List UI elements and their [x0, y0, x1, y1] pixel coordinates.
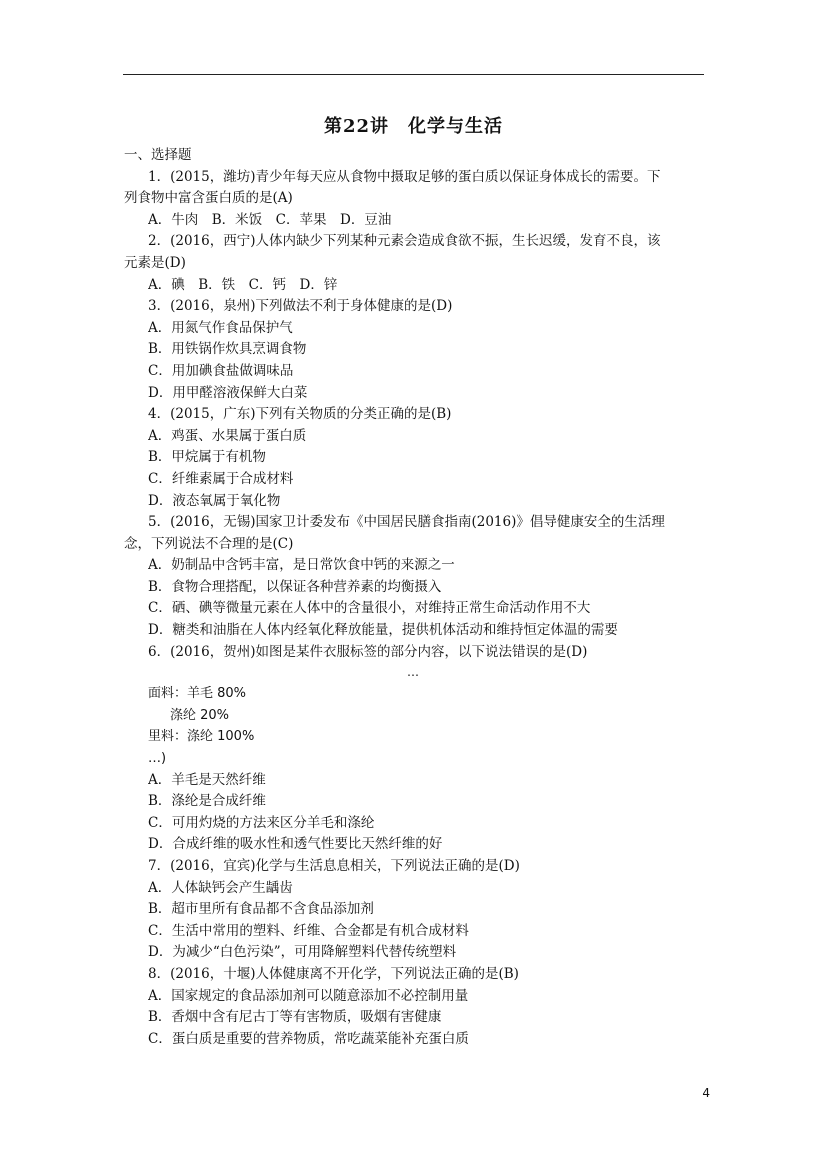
question-6-stem: 6．(2016，贺州)如图是某件衣服标签的部分内容，以下说法错误的是(D) [148, 643, 588, 660]
question-5-stem-cont: 念，下列说法不合理的是(C) [124, 535, 294, 552]
page-number: 4 [702, 1086, 710, 1100]
question-5-option-b: B．食物合理搭配，以保证各种营养素的均衡摄入 [148, 578, 442, 595]
question-5-option-c: C．硒、碘等微量元素在人体中的含量很小，对维持正常生命活动作用不大 [148, 600, 591, 617]
garment-label-lining: 里料：涤纶 100% [148, 729, 255, 745]
question-8-option-a: A．国家规定的食品添加剂可以随意添加不必控制用量 [148, 987, 469, 1004]
question-3-stem: 3．(2016，泉州)下列做法不利于身体健康的是(D) [148, 298, 453, 315]
garment-label-outer: 面料：羊毛 80% [148, 686, 247, 702]
garment-label-end: …) [148, 751, 167, 767]
question-5-option-d: D．糖类和油脂在人体内经氧化释放能量，提供机体活动和维持恒定体温的需要 [148, 622, 618, 639]
question-4-stem: 4．(2015，广东)下列有关物质的分类正确的是(B) [148, 406, 452, 423]
question-3-option-c: C．用加碘食盐做调味品 [148, 362, 294, 379]
question-4-option-c: C．纤维素属于合成材料 [148, 470, 294, 487]
label-ellipsis: … [407, 665, 419, 680]
question-1-stem: 1．(2015，潍坊)青少年每天应从食物中摄取足够的蛋白质以保证身体成长的需要。下 [148, 168, 661, 185]
question-3-option-a: A．用氮气作食品保护气 [148, 319, 293, 336]
question-4-option-d: D．液态氧属于氧化物 [148, 492, 281, 509]
question-6-option-d: D．合成纤维的吸水性和透气性要比天然纤维的好 [148, 836, 443, 853]
question-8-stem: 8．(2016，十堰)人体健康离不开化学，下列说法正确的是(B) [148, 965, 519, 982]
question-2-stem: 2．(2016，西宁)人体内缺少下列某种元素会造成食欲不振，生长迟缓，发育不良，该 [148, 233, 661, 250]
question-7-option-d: D．为减少“白色污染”，可用降解塑料代替传统塑料 [148, 944, 457, 961]
question-5-stem: 5．(2016，无锡)国家卫计委发布《中国居民膳食指南(2016)》倡导健康安全的生活理 [148, 514, 665, 531]
page-title: 第22讲 化学与生活 [323, 116, 504, 137]
question-8-option-b: B．香烟中含有尼古丁等有害物质，吸烟有害健康 [148, 1009, 442, 1026]
question-6-option-b: B．涤纶是合成纤维 [148, 793, 266, 810]
question-1-options: A．牛肉 B．米饭 C．苹果 D．豆油 [148, 211, 392, 228]
question-7-stem: 7．(2016，宜宾)化学与生活息息相关，下列说法正确的是(D) [148, 858, 520, 874]
question-3-option-d: D．用甲醛溶液保鲜大白菜 [148, 384, 308, 401]
header-rule [123, 74, 704, 75]
question-6-option-a: A．羊毛是天然纤维 [148, 771, 266, 788]
question-6-option-c: C．可用灼烧的方法来区分羊毛和涤纶 [148, 814, 375, 831]
question-4-option-b: B．甲烷属于有机物 [148, 449, 266, 466]
document-body [124, 145, 678, 1050]
question-2-options: A．碘 B．铁 C．钙 D．锌 [148, 276, 338, 293]
question-3-option-b: B．用铁锅作炊具烹调食物 [148, 341, 307, 358]
question-7-option-c: C．生活中常用的塑料、纤维、合金都是有机合成材料 [148, 922, 469, 939]
question-4-option-a: A．鸡蛋、水果属于蛋白质 [148, 427, 307, 444]
question-2-stem-cont: 元素是(D) [124, 254, 186, 271]
section-heading: 一、选择题 [124, 147, 192, 163]
question-7-option-a: A．人体缺钙会产生龋齿 [148, 879, 293, 896]
garment-label-outer-2: 涤纶 20% [170, 707, 230, 723]
question-1-stem-cont: 列食物中富含蛋白质的是(A) [124, 190, 293, 207]
question-5-option-a: A．奶制品中含钙丰富，是日常饮食中钙的来源之一 [148, 557, 455, 574]
question-7-option-b: B．超市里所有食品都不含食品添加剂 [148, 901, 374, 918]
question-8-option-c: C．蛋白质是重要的营养物质，常吃蔬菜能补充蛋白质 [148, 1030, 469, 1047]
